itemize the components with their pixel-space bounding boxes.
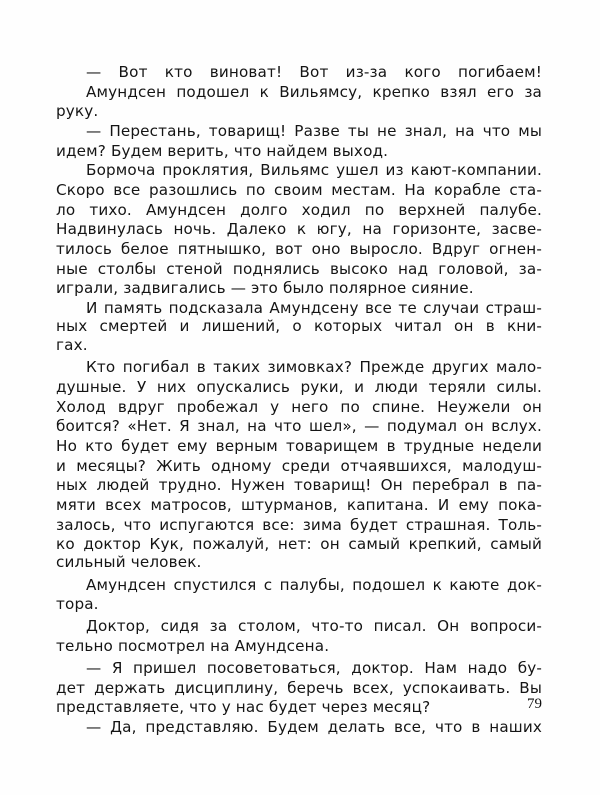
text-line: Холод вдруг пробежал у него по спине. Неужели он: [56, 398, 542, 416]
text-line: ло тихо. Амундсен долго ходил по верхней палубе.: [56, 201, 542, 219]
text-line: Доктор, сидя за столом, что-то писал. Он вопроси-: [86, 617, 542, 635]
text-line: идем? Будем верить, что найдем выход.: [56, 142, 389, 160]
text-line: дет держать дисциплину, беречь всех, успокаивать. Вы: [56, 679, 542, 697]
text-line: тилось белое пятнышко, вот оно выросло. Вдруг огнен-: [56, 240, 542, 258]
text-line: — Перестань, товарищ! Разве ты не знал, на что мы: [86, 122, 542, 140]
text-line: Амундсен спустился с палубы, подошел к каюте док-: [86, 576, 542, 594]
text-line: Но кто будет ему верным товарищем в трудные недели: [56, 437, 542, 455]
text-line: Скоро все разошлись по своим местам. На корабле ста-: [56, 181, 542, 199]
text-line: ко доктор Кук, пожалуй, нет: он самый крепкий, самый: [56, 535, 542, 553]
text-line: — Да, представляю. Будем делать все, что в наших: [86, 718, 542, 736]
page-number: 79: [527, 696, 542, 712]
text-line: И память подсказала Амундсену все те случаи страш-: [86, 299, 542, 317]
text-line: и месяцы? Жить одному среди отчаявшихся, малодуш-: [56, 457, 542, 475]
text-line: — Я пришел посоветоваться, доктор. Нам надо бу-: [86, 659, 542, 677]
text-line: гах.: [56, 336, 88, 354]
text-line: Надвинулась ночь. Далеко к югу, на горизонте, засве-: [56, 220, 542, 238]
text-line: Амундсен подошел к Вильямсу, крепко взял его за: [86, 83, 542, 101]
text-line: ных людей трудно. Нужен товарищ! Он перебрал в па-: [56, 476, 542, 494]
text-line: тельно посмотрел на Амундсена.: [56, 637, 330, 655]
text-line: — Вот кто виноват! Вот из-за кого погибаем!: [86, 63, 542, 81]
text-line: руку.: [56, 102, 99, 120]
text-line: играли, задвигались — это было полярное сияние.: [56, 279, 474, 297]
text-line: мяти всех матросов, штурманов, капитана. И ему пока-: [56, 496, 542, 514]
text-line: тора.: [56, 595, 99, 613]
text-line: Бормоча проклятия, Вильямс ушел из кают-компании.: [86, 161, 542, 179]
text-line: ные столбы стеной поднялись высоко над головой, за-: [56, 260, 542, 278]
text-line: сильный человек.: [56, 553, 202, 571]
text-line: ных смертей и лишений, о которых читал он в кни-: [56, 317, 542, 335]
text-line: Кто погибал в таких зимовках? Прежде других мало-: [86, 358, 542, 376]
text-line: представляете, что у нас будет через месяц?: [56, 698, 431, 716]
text-line: залось, что испугаются все: зима будет страшная. Толь-: [56, 516, 542, 534]
text-line: душные. У них опускались руки, и люди теряли силы.: [56, 378, 542, 396]
text-line: боится? «Нет. Я знал, на что шел», — подумал он вслух.: [56, 417, 542, 435]
